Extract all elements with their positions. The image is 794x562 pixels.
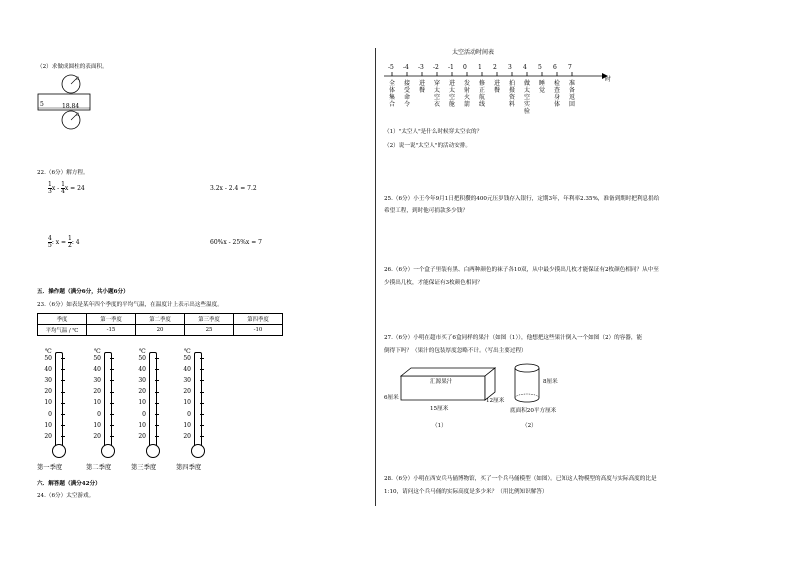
q28-line1: 28.（6分）小明在西安兵马俑博物馆，买了一个兵马俑模型（如图）。已知这人物模型的高度与实际高度的比是 xyxy=(384,476,657,482)
scale-tick xyxy=(200,392,204,393)
table-cell: 平均气温 / ℃ xyxy=(38,325,87,336)
q24-part1: （1）"太空人"是什么时候穿太空衣的？ xyxy=(384,129,483,135)
timeline-title: 太空活动时间表 xyxy=(452,49,495,56)
scale-label: 30 xyxy=(138,376,146,384)
thermometer-label: 第三季度 xyxy=(131,464,157,471)
scale-label: 40 xyxy=(93,365,101,373)
scale-label: 20 xyxy=(138,388,146,396)
timeline-tick-label: 0 xyxy=(463,64,467,71)
scale-label: 0 xyxy=(48,410,52,418)
equation-1: $\frac{1}{3}$ x - $\frac{1}{4}$ x = 24 xyxy=(48,181,85,195)
thermometer-label: 第一季度 xyxy=(37,464,63,471)
timeline-event: 修 正 航 线 xyxy=(478,80,485,108)
table-cell: 第四季度 xyxy=(234,314,283,325)
scale-tick xyxy=(200,425,204,426)
table-cell: 第二季度 xyxy=(136,314,185,325)
scale-tick xyxy=(200,380,204,381)
scale-tick xyxy=(155,380,159,381)
timeline-event: 接 受 命 令 xyxy=(403,80,410,108)
scale-label: 40 xyxy=(44,365,52,373)
scale-label: 10 xyxy=(183,399,191,407)
table-cell: 25 xyxy=(185,325,234,336)
scale-tick xyxy=(110,358,114,359)
timeline-tick-label: -5 xyxy=(388,64,394,71)
thermometer-bulb xyxy=(52,444,66,458)
scale-label: 30 xyxy=(93,376,101,384)
timeline-event: 拍 摄 资 料 xyxy=(508,80,515,108)
equation-4: 60%x - 25%x = 7 xyxy=(210,239,262,246)
scale-tick xyxy=(61,425,65,426)
table-cell: 季度 xyxy=(38,314,87,325)
timeline-tick-label: -2 xyxy=(433,64,439,71)
top-circle-radius: 3 xyxy=(76,76,80,82)
scale-tick xyxy=(110,425,114,426)
thermometer xyxy=(131,346,171,474)
q22-heading: 22.（6分）解方程。 xyxy=(37,170,89,176)
table-row xyxy=(38,325,283,336)
scale-label: 50 xyxy=(44,354,52,362)
scale-tick xyxy=(61,403,65,404)
timeline-tick-label: 3 xyxy=(508,64,512,71)
timeline-tick-label: -4 xyxy=(403,64,409,71)
q24-prompt: 24.（6分）太空游戏。 xyxy=(37,493,95,499)
column-divider xyxy=(375,48,376,506)
thermometer-tube xyxy=(104,352,112,448)
thermometer-tube xyxy=(149,352,157,448)
scale-label: 10 xyxy=(138,399,146,407)
bottom-circle-radius: 3 xyxy=(76,112,80,118)
timeline-tick-label: -1 xyxy=(448,64,454,71)
box-length-label: 15厘米 xyxy=(430,406,449,412)
equation-2: 3.2x - 2.4 = 7.2 xyxy=(210,185,257,192)
timeline-axis-label: 时 xyxy=(605,76,612,83)
thermometer-tube xyxy=(194,352,202,448)
cylinder-base-label: 底面积20平方厘米 xyxy=(510,408,557,414)
scale-label: 10 xyxy=(93,399,101,407)
scale-label: 10 xyxy=(93,421,101,429)
timeline-event: 进 餐 xyxy=(493,80,500,94)
figure-2-caption: （2） xyxy=(522,423,537,429)
side-height-label: 5 xyxy=(40,101,44,108)
cylinder-container-figure xyxy=(510,360,550,410)
q24-part2: （2）说一说"太空人"的活动安排。 xyxy=(384,143,472,149)
scale-tick xyxy=(61,380,65,381)
box-height-label: 6厘米 xyxy=(384,395,399,401)
scale-label: 20 xyxy=(93,388,101,396)
scale-label: 10 xyxy=(138,421,146,429)
q25-line2: 希望工程，到时他可捐款多少钱？ xyxy=(384,208,468,214)
scale-tick xyxy=(61,414,65,415)
thermometer-label: 第二季度 xyxy=(86,464,112,471)
celsius-unit: ℃ xyxy=(184,348,191,355)
scale-tick xyxy=(200,369,204,370)
timeline-tick-label: -3 xyxy=(418,64,424,71)
scale-tick xyxy=(155,392,159,393)
scale-tick xyxy=(110,436,114,437)
thermometer xyxy=(86,346,126,474)
timeline-tick-label: 7 xyxy=(568,64,572,71)
scale-label: 0 xyxy=(187,410,191,418)
scale-label: 20 xyxy=(183,388,191,396)
q21-part2-prompt: （2）求做成圆柱的表面积。 xyxy=(37,64,108,70)
scale-tick xyxy=(200,358,204,359)
celsius-unit: ℃ xyxy=(45,348,52,355)
table-cell: 第三季度 xyxy=(185,314,234,325)
thermometer xyxy=(37,346,77,474)
scale-tick xyxy=(200,436,204,437)
scale-tick xyxy=(110,414,114,415)
q25-line1: 25.（6分）小王今年9月1日把积攒的400元压岁钱存入银行，定期3年，年利率2.35%，准备到期时把利息捐给 xyxy=(384,196,660,202)
scale-label: 50 xyxy=(138,354,146,362)
table-cell: 20 xyxy=(136,325,185,336)
timeline-event: 穿 太 空 衣 xyxy=(433,80,440,108)
scale-label: 30 xyxy=(183,376,191,384)
timeline-event: 睡 觉 xyxy=(538,80,545,94)
thermometer-bulb xyxy=(191,444,205,458)
scale-tick xyxy=(61,358,65,359)
figure-1-caption: （1） xyxy=(432,423,447,429)
q26-line2: 少摸出几枚，才能保证有3枚颜色相同？ xyxy=(384,280,483,286)
q27-line2: 倒得下吗？（果汁的包装厚度忽略不计。（写出主要过程） xyxy=(384,348,527,354)
q26-line1: 26.（6分）一个盒子里装有黑、白两种颜色的袜子各10双，从中最少摸出几枚才能保证有2枚颜色相同？从中至 xyxy=(384,267,659,273)
timeline-tick-label: 5 xyxy=(538,64,542,71)
scale-label: 0 xyxy=(142,410,146,418)
juice-box-figure xyxy=(395,362,505,412)
section-5-heading: 五．操作题（满分6分，共小题6分） xyxy=(37,289,129,295)
timeline-event: 检 查 身 体 xyxy=(553,80,560,108)
scale-label: 20 xyxy=(44,388,52,396)
timeline-event: 进 太 空 舱 xyxy=(448,80,455,108)
scale-tick xyxy=(200,414,204,415)
scale-tick xyxy=(155,358,159,359)
timeline-event: 做 太 空 实 验 xyxy=(523,80,530,115)
table-header-row xyxy=(38,314,283,325)
scale-label: 30 xyxy=(44,376,52,384)
scale-tick xyxy=(61,392,65,393)
table-cell: -15 xyxy=(87,325,136,336)
scale-label: 10 xyxy=(44,421,52,429)
scale-tick xyxy=(61,369,65,370)
scale-label: 20 xyxy=(183,432,191,440)
scale-tick xyxy=(155,414,159,415)
timeline-event: 发 射 火 箭 xyxy=(463,80,470,108)
table-cell: 第一季度 xyxy=(87,314,136,325)
scale-label: 20 xyxy=(93,432,101,440)
thermometer-bulb xyxy=(146,444,160,458)
q23-prompt: 23.（6分）如表是某年四个季度的平均气温，在温度计上表示出这些温度。 xyxy=(37,302,223,308)
celsius-unit: ℃ xyxy=(139,348,146,355)
scale-tick xyxy=(155,369,159,370)
q28-line2: 1:10，请问这个兵马俑的实际高度是多少米？（用比例知识解答） xyxy=(384,489,548,495)
thermometer-tube xyxy=(55,352,63,448)
timeline-event: 全 体 集 合 xyxy=(388,80,395,108)
scale-tick xyxy=(200,403,204,404)
scale-tick xyxy=(155,425,159,426)
timeline-tick-label: 6 xyxy=(553,64,557,71)
scale-label: 50 xyxy=(183,354,191,362)
juice-box-label: 汇源果汁 xyxy=(430,379,453,385)
scale-label: 40 xyxy=(138,365,146,373)
scale-tick xyxy=(110,392,114,393)
scale-label: 20 xyxy=(138,432,146,440)
side-length-label: 18.84 xyxy=(62,103,80,110)
thermometer-label: 第四季度 xyxy=(176,464,202,471)
celsius-unit: ℃ xyxy=(94,348,101,355)
scale-tick xyxy=(110,403,114,404)
section-6-heading: 六．解答题（满分42分） xyxy=(37,481,101,487)
timeline-tick-label: 1 xyxy=(478,64,482,71)
scale-label: 10 xyxy=(44,399,52,407)
scale-label: 0 xyxy=(97,410,101,418)
temperature-table xyxy=(37,313,283,336)
scale-label: 20 xyxy=(44,432,52,440)
scale-tick xyxy=(155,403,159,404)
scale-label: 10 xyxy=(183,421,191,429)
cylinder-height-label: 8厘米 xyxy=(543,379,558,385)
box-width-label: 12厘米 xyxy=(486,398,505,404)
timeline-tick-label: 2 xyxy=(493,64,497,71)
timeline-event: 准 备 返 回 xyxy=(568,80,575,108)
equation-3: $\frac{4}{5}$ : x = $\frac{1}{2}$ : 4 xyxy=(48,235,80,249)
timeline-event: 进 餐 xyxy=(418,80,425,94)
scale-label: 50 xyxy=(93,354,101,362)
q27-line1: 27.（6分）小明在超市买了6盒同样的果汁（如图（1）），他想把这些果汁倒入一个如图（2）的容器，能 xyxy=(384,335,643,341)
thermometer xyxy=(176,346,216,474)
thermometer-bulb xyxy=(101,444,115,458)
scale-tick xyxy=(155,436,159,437)
scale-label: 40 xyxy=(183,365,191,373)
scale-tick xyxy=(61,436,65,437)
timeline-tick-label: 4 xyxy=(523,64,527,71)
table-cell: -10 xyxy=(234,325,283,336)
scale-tick xyxy=(110,369,114,370)
scale-tick xyxy=(110,380,114,381)
